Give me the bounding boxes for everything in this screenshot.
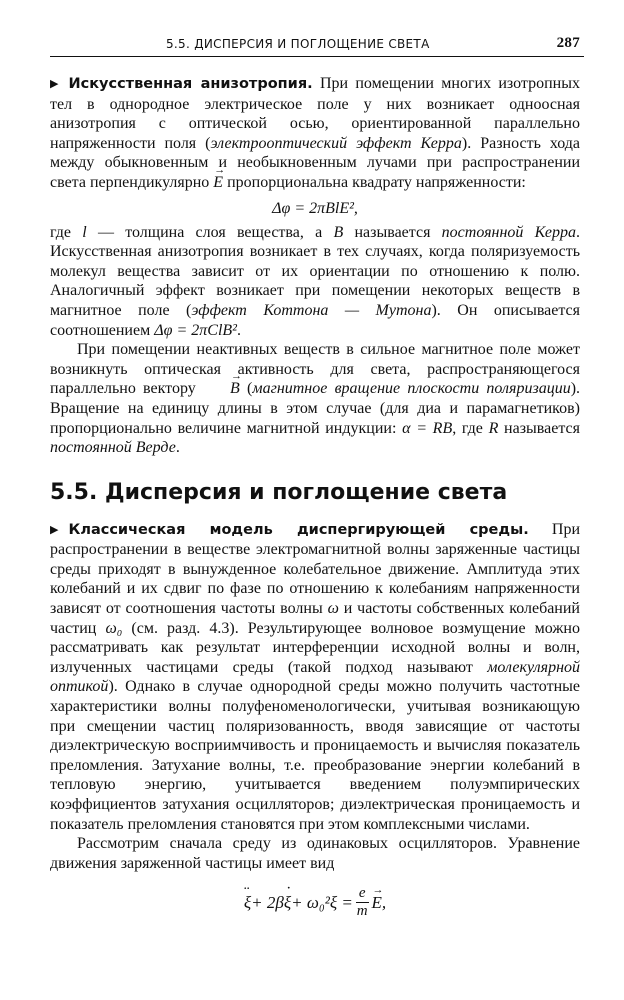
math-variable: ω₀ [105, 619, 123, 637]
vector-e: → E [372, 893, 382, 913]
formula-equation-of-motion [50, 885, 580, 920]
paragraph-dispersive-medium [50, 520, 580, 835]
emphasis-term: постоянной Керра [441, 223, 577, 241]
text-run: При помещении многих изотропных тел в однородное электрическое поле у них возникает одноосная анизотропия с оптической осью, ориентированной параллельно напряженности поля ( [50, 75, 580, 152]
emphasis-term: эффект Коттона — Мутона [191, 301, 432, 319]
text-run: ( [239, 380, 253, 398]
math-term: , [381, 893, 387, 913]
emphasis-term: молекулярной оптикой [50, 658, 580, 696]
emphasis-term: магнитное вращение плоскости поляризации [252, 380, 571, 398]
text-run: пропорциональна квадрату напряженности: [223, 173, 526, 191]
body-text [50, 74, 580, 920]
section-heading: 5.5. Дисперсия и поглощение света [50, 479, 508, 505]
emphasis-term: электрооптический эффект Керра [210, 134, 462, 152]
text-run: — толщина слоя вещества, а [86, 223, 334, 241]
text-run: . [175, 439, 180, 457]
fraction-denominator: m [356, 903, 368, 920]
vector-b: → B [203, 379, 240, 399]
text-run: (см. разд. 4.3). Результирующее волновое возмущение можно рассматривать как результат интерференции исходной волны и волн, излученных частицами среды (такой подход называют [50, 619, 580, 676]
math-variable: ω [327, 600, 339, 618]
text-run: называется [498, 419, 580, 437]
text-run: и частоты собственных колебаний частиц [50, 600, 580, 637]
math-variable: B [333, 223, 344, 241]
text-run: где [50, 223, 83, 241]
text-run: называется [343, 223, 442, 241]
math-variable: R [488, 419, 499, 437]
run-in-heading: Классическая модель диспергирующей среды. [68, 521, 529, 538]
paragraph-oscillators: Рассмотрим сначала среду из одинаковых осцилляторов. Уравнение движения заряженной частицы имеет вид [50, 835, 580, 872]
running-head [50, 34, 584, 57]
fraction-e-over-m [356, 885, 369, 920]
page-number: 287 [556, 35, 580, 51]
text-run: . Искусственная анизотропия возникает в тех случаях, когда поляризуемость молекул вещества зависит от их ориентации по отношению к полю. Аналогичный эффект возникает при помещении некоторых веществ в магнитное поле ( [50, 223, 581, 319]
paragraph-artificial-anisotropy [50, 74, 580, 193]
text-run: ). Он описывается соотношением [50, 301, 581, 339]
fraction-numerator: e [356, 885, 369, 903]
text-run: ). Однако в случае однородной среды можно получить частотные характеристики волны полуфеноменологически, учитывая возникающую при смещении частиц поляризованность, вводя зависящие от частоты диэлектрическую восприимчивость и проницаемость и вычисляя показатель преломления. Затухание волны, т.е. преобразование энергии колебаний в тепловую энергию, учитывается введением полуэмпирических коэффициентов затухания осцилляторов; диэлектрическая проницаемость и показатель преломления становятся при этом комплексными числами. [50, 678, 580, 833]
formula-kerr: Δφ = 2πBlE², [272, 199, 358, 217]
math-term: + ω₀²ξ = [291, 893, 353, 913]
paragraph-magnetic-rotation [50, 340, 580, 458]
math-xi-dot: ˙ ξ [284, 893, 291, 913]
text-run: При помещении неактивных веществ в сильное магнитное поле может возникнуть оптическая активность для света, распространяющегося параллельно вектору [50, 341, 580, 398]
paragraph-kerr-constant [50, 223, 580, 341]
math-variable: l [82, 223, 87, 241]
text-run: При распространении в веществе электромагнитной волны заряженные частицы среды приходят в вынужденное колебательное движение. Амплитуда этих колебаний и их сдвиг по фазе по отношению к колебаниям напряженности зависят от соотношения частоты волны [50, 520, 580, 618]
math-xi-ddot: ¨ ξ [244, 893, 251, 913]
triangle-right-icon: ▶ [50, 523, 59, 536]
run-in-heading: Искусственная анизотропия. [68, 76, 313, 92]
emphasis-term: постоянной Верде [50, 439, 176, 457]
triangle-right-icon: ▶ [50, 78, 59, 90]
text-run: ). Разность хода между обыкновенным и необыкновенным лучами при распространении света перпендикулярно [50, 134, 581, 191]
vector-e: → E [213, 173, 223, 193]
text-run: ). Вращение на единицу длины в этом случае (для диа и парамагнетиков) пропорционально величине магнитной индукции: [50, 380, 581, 437]
inline-formula: Δφ = 2πClB² [154, 321, 237, 339]
running-head-title: 5.5. ДИСПЕРСИЯ И ПОГЛОЩЕНИЕ СВЕТА [166, 37, 430, 51]
math-term: + 2β [251, 893, 284, 913]
inline-formula: α = RB [402, 419, 453, 437]
text-run: , где [452, 419, 489, 437]
text-run: . [236, 321, 241, 339]
